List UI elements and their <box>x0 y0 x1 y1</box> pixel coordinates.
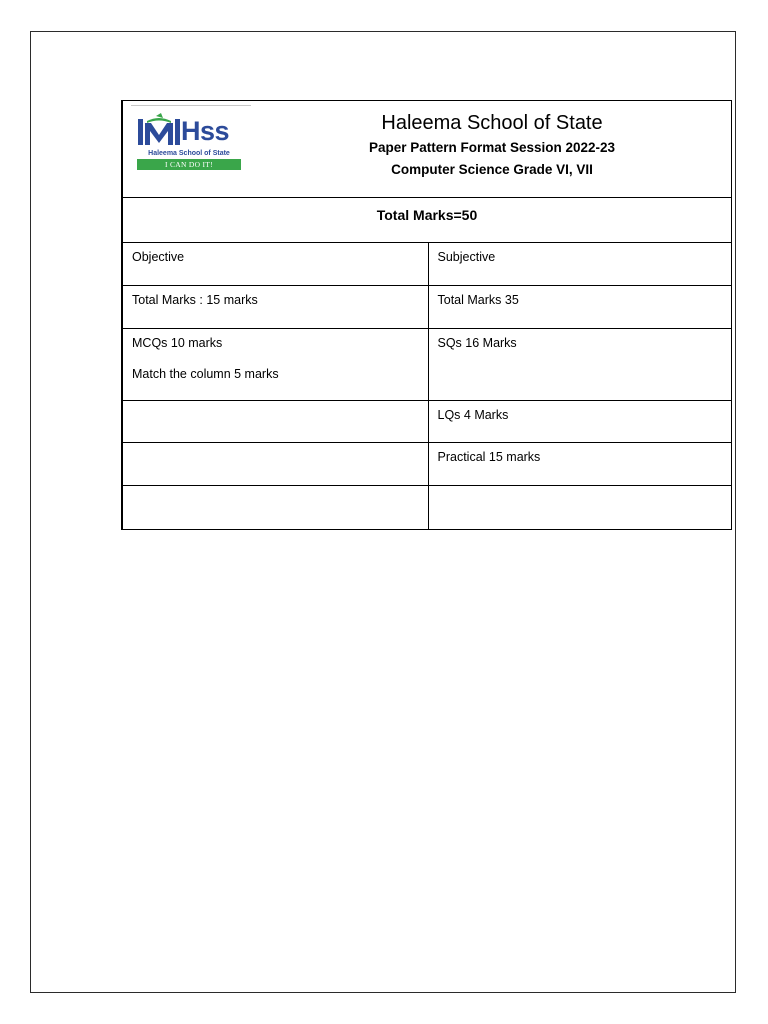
objective-cell <box>123 285 428 328</box>
cell-text: Subjective <box>437 250 496 264</box>
table-row <box>123 485 731 529</box>
logo-slogan: I CAN DO IT! <box>137 159 241 170</box>
cell-text: Practical 15 marks <box>437 449 541 464</box>
subjective-cell <box>428 400 731 442</box>
cell-text: Match the column 5 marks <box>132 366 279 381</box>
logo-school-name: Haleema School of State <box>148 150 230 157</box>
book-emblem-icon <box>137 113 181 147</box>
subject-subtitle: Computer Science Grade VI, VII <box>391 162 593 177</box>
table-row <box>123 400 731 442</box>
logo-wordmark: Hss <box>181 116 230 146</box>
session-subtitle: Paper Pattern Format Session 2022-23 <box>368 140 616 155</box>
cell-text: Objective <box>132 250 185 264</box>
school-logo <box>131 105 251 175</box>
objective-cell <box>123 243 428 285</box>
sheet-header <box>123 101 731 198</box>
subjective-cell <box>428 285 731 328</box>
marks-table <box>123 243 731 529</box>
objective-cell <box>123 485 428 529</box>
table-row <box>123 243 731 285</box>
cell-text: Total Marks 35 <box>437 292 519 307</box>
table-row <box>123 328 731 400</box>
logo-rule <box>131 105 251 106</box>
cell-text: SQs 16 Marks <box>437 335 517 350</box>
total-marks-row: Total Marks=50 <box>123 198 731 243</box>
subjective-cell <box>428 442 731 485</box>
objective-cell <box>123 328 428 400</box>
subjective-cell <box>428 328 731 400</box>
objective-cell <box>123 400 428 442</box>
title-block <box>353 109 631 181</box>
cell-text: MCQs 10 marks <box>132 335 223 350</box>
table-row <box>123 442 731 485</box>
paper-pattern-sheet <box>121 100 732 530</box>
subjective-cell <box>428 485 731 529</box>
cell-text: Total Marks : 15 marks <box>132 292 258 307</box>
cell-text: LQs 4 Marks <box>437 407 509 422</box>
subjective-cell <box>428 243 731 285</box>
school-name-heading: Haleema School of State <box>381 112 603 134</box>
objective-cell <box>123 442 428 485</box>
table-row <box>123 285 731 328</box>
document-page <box>30 31 736 993</box>
